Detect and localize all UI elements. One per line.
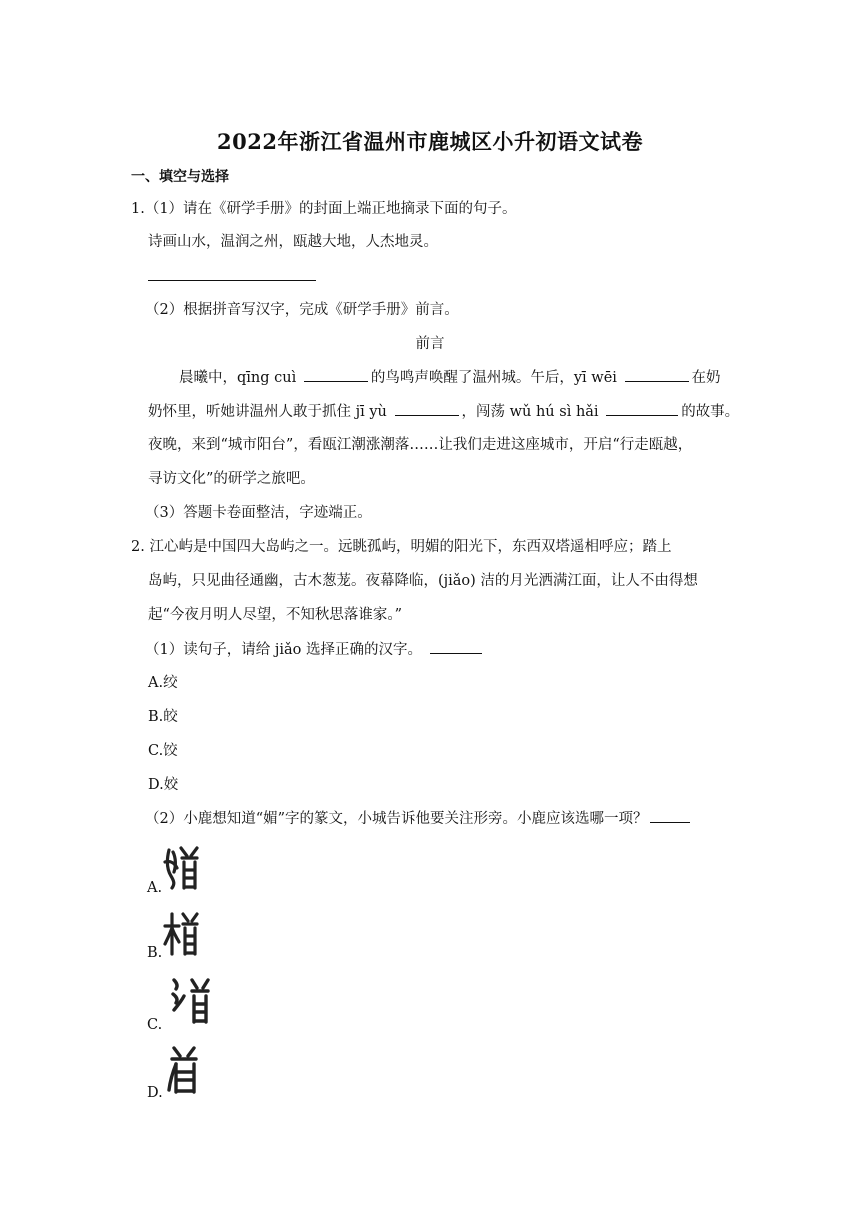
answer-blank[interactable] bbox=[650, 808, 690, 823]
seal-script-glyph-d-icon[interactable] bbox=[166, 1044, 202, 1096]
seal-script-glyph-c-icon[interactable] bbox=[170, 974, 212, 1026]
answer-blank[interactable] bbox=[625, 367, 689, 382]
option-b[interactable]: B.皎 bbox=[148, 709, 178, 725]
section-heading: 一、填空与选择 bbox=[131, 169, 229, 185]
option-c[interactable]: C.饺 bbox=[148, 743, 178, 759]
preface-line-4: 寻访文化”的研学之旅吧。 bbox=[148, 471, 315, 487]
q1-part2: （2）根据拼音写汉字，完成《研学手册》前言。 bbox=[145, 302, 459, 318]
text: 奶怀里，听她讲温州人敢于抓住 jī yù bbox=[148, 404, 392, 420]
q2-sub1 bbox=[145, 639, 485, 660]
q2-line-3: 起“今夜月明人尽望，不知秋思落谁家。” bbox=[148, 607, 403, 623]
answer-blank[interactable] bbox=[148, 266, 316, 281]
option-a[interactable]: A.绞 bbox=[148, 675, 178, 691]
q1-answer-line[interactable] bbox=[148, 266, 316, 287]
q1-part3: （3）答题卡卷面整洁，字迹端正。 bbox=[145, 505, 372, 521]
seal-script-glyph-b-icon[interactable] bbox=[163, 908, 201, 958]
q2-line-1: 2. 江心屿是中国四大岛屿之一。远眺孤屿，明媚的阳光下，东西双塔遥相呼应；踏上 bbox=[131, 539, 672, 555]
text: （1）读句子，请给 jiǎo 选择正确的汉字。 bbox=[145, 642, 422, 658]
page-title: 2022年浙江省温州市鹿城区小升初语文试卷 bbox=[217, 129, 643, 154]
preface-title: 前言 bbox=[415, 336, 445, 352]
q2-sub2 bbox=[145, 808, 693, 829]
text: 的鸟鸣声唤醒了温州城。午后，yī wēi bbox=[370, 370, 622, 386]
text: ，闯荡 wǔ hú sì hǎi bbox=[461, 404, 604, 420]
glyph-option-a-label[interactable]: A. bbox=[147, 880, 163, 896]
q1-sentence: 诗画山水，温润之州，瓯越大地，人杰地灵。 bbox=[148, 234, 438, 250]
answer-blank[interactable] bbox=[304, 367, 368, 382]
text: 在奶 bbox=[691, 370, 721, 386]
answer-blank[interactable] bbox=[606, 401, 678, 416]
text: （2）小鹿想知道“媚”字的篆文，小城告诉他要关注形旁。小鹿应该选哪一项？ bbox=[145, 811, 648, 827]
answer-blank[interactable] bbox=[395, 401, 459, 416]
glyph-option-d-label[interactable]: D. bbox=[147, 1085, 163, 1101]
glyph-option-b-label[interactable]: B. bbox=[147, 945, 163, 961]
q2-line-2: 岛屿，只见曲径通幽，古木葱茏。夜幕降临，(jiǎo) 洁的月光洒满江面，让人不由得想 bbox=[148, 573, 698, 589]
option-d[interactable]: D.姣 bbox=[148, 777, 179, 793]
glyph-option-c-label[interactable]: C. bbox=[147, 1017, 163, 1033]
text: 晨曦中，qīng cuì bbox=[179, 370, 301, 386]
q1-part1: 1.（1）请在《研学手册》的封面上端正地摘录下面的句子。 bbox=[131, 201, 517, 217]
seal-script-glyph-a-icon[interactable] bbox=[163, 842, 201, 892]
preface-line-2 bbox=[148, 401, 739, 422]
text: 的故事。 bbox=[681, 404, 740, 420]
preface-line-1 bbox=[179, 367, 721, 388]
preface-line-3: 夜晚，来到“城市阳台”，看瓯江潮涨潮落……让我们走进这座城市，开启“行走瓯越， bbox=[148, 437, 693, 453]
answer-blank[interactable] bbox=[430, 639, 482, 654]
